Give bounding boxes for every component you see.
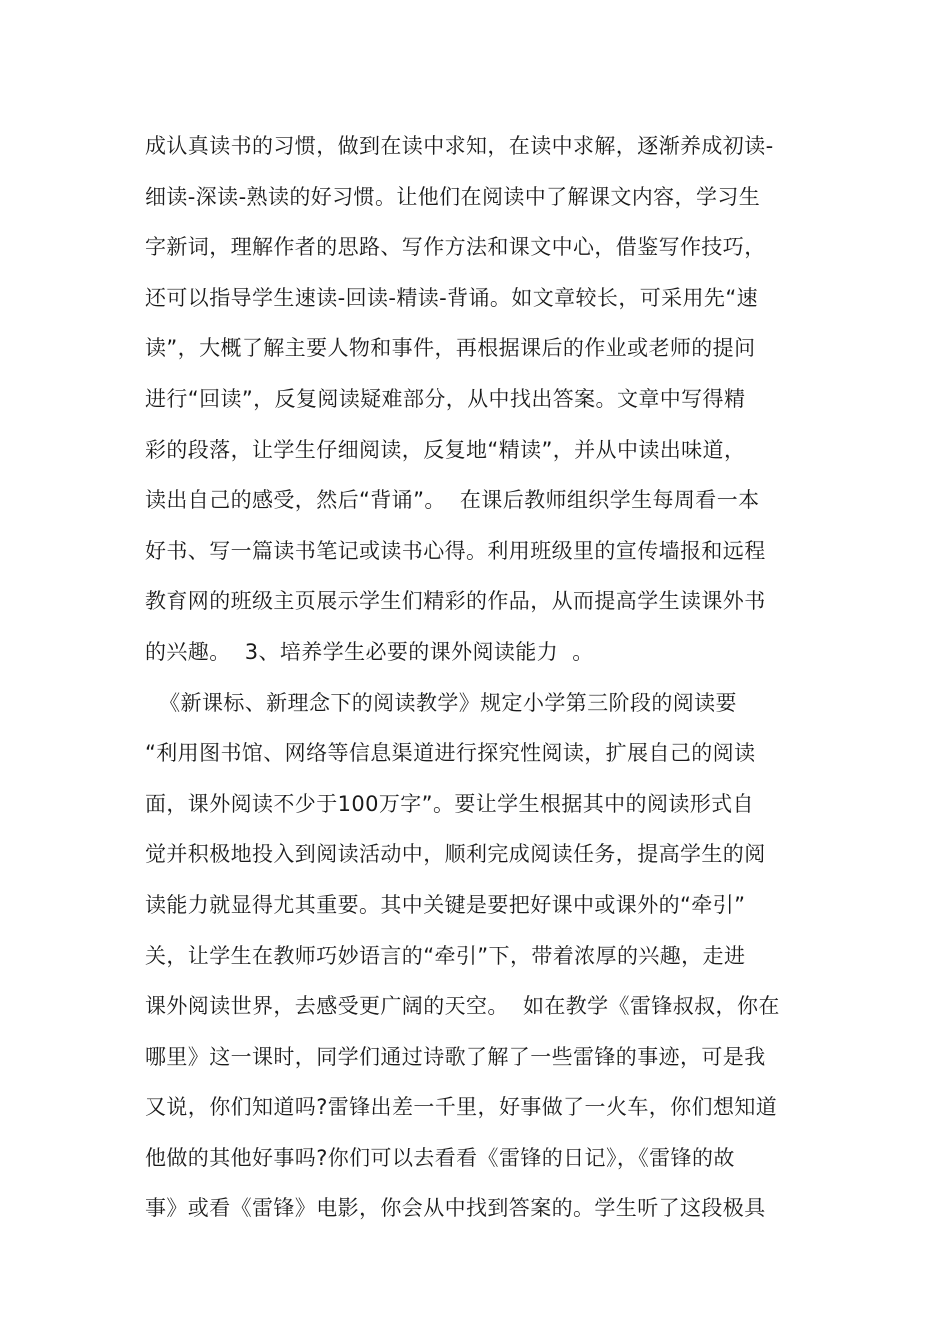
text-line: 读出自己的感受，然后“背诵”。 在课后教师组织学生每周看一本 [145,488,760,513]
text-line: “利用图书馆、网络等信息渠道进行探究性阅读，扩展自己的阅读 [145,741,756,766]
text-line: 进行“回读”，反复阅读疑难部分，从中找出答案。文章中写得精 [145,386,746,411]
body-text [145,121,825,1234]
text-line: 细读-深读-熟读的好习惯。让他们在阅读中了解课文内容，学习生 [145,184,761,209]
text-line: 哪里》这一课时，同学们通过诗歌了解了一些雷锋的事迹，可是我 [145,1044,766,1069]
text-line: 读”，大概了解主要人物和事件，再根据课后的作业或老师的提问 [145,336,756,361]
text-line: 的兴趣。 3、培养学生必要的课外阅读能力 。 [145,639,594,664]
text-line: 他做的其他好事吗?你们可以去看看《雷锋的日记》，《雷锋的故 [145,1145,735,1170]
text-line: 还可以指导学生速读-回读-精读-背诵。如文章较长，可采用先“速 [145,285,759,310]
text-line: 字新词，理解作者的思路、写作方法和课文中心，借鉴写作技巧， [145,235,766,260]
text-line: 面，课外阅读不少于100万字”。要让学生根据其中的阅读形式自 [145,791,754,816]
text-line: 关，让学生在教师巧妙语言的“牵引”下，带着浓厚的兴趣，走进 [145,943,746,968]
text-line: 好书、写一篇读书笔记或读书心得。利用班级里的宣传墙报和远程 [145,538,766,563]
text-line: 成认真读书的习惯，做到在读中求知，在读中求解，逐渐养成初读- [145,134,774,158]
text-line: 彩的段落，让学生仔细阅读，反复地“精读”，并从中读出味道， [145,437,746,462]
text-line: 教育网的班级主页展示学生们精彩的作品，从而提高学生读课外书 [145,589,766,614]
text-line: 课外阅读世界，去感受更广阔的天空。 如在教学《雷锋叔叔，你在 [145,994,780,1019]
text-line: 《新课标、新理念下的阅读教学》规定小学第三阶段的阅读要 [145,690,737,715]
text-line: 读能力就显得尤其重要。其中关键是要把好课中或课外的“牵引” [145,892,746,917]
text-line: 又说，你们知道吗?雷锋出差一千里，好事做了一火车，你们想知道 [145,1095,778,1120]
text-line: 觉并积极地投入到阅读活动中，顺利完成阅读任务，提高学生的阅 [145,842,766,867]
text-line: 事》或看《雷锋》电影，你会从中找到答案的。学生听了这段极具 [145,1196,766,1221]
